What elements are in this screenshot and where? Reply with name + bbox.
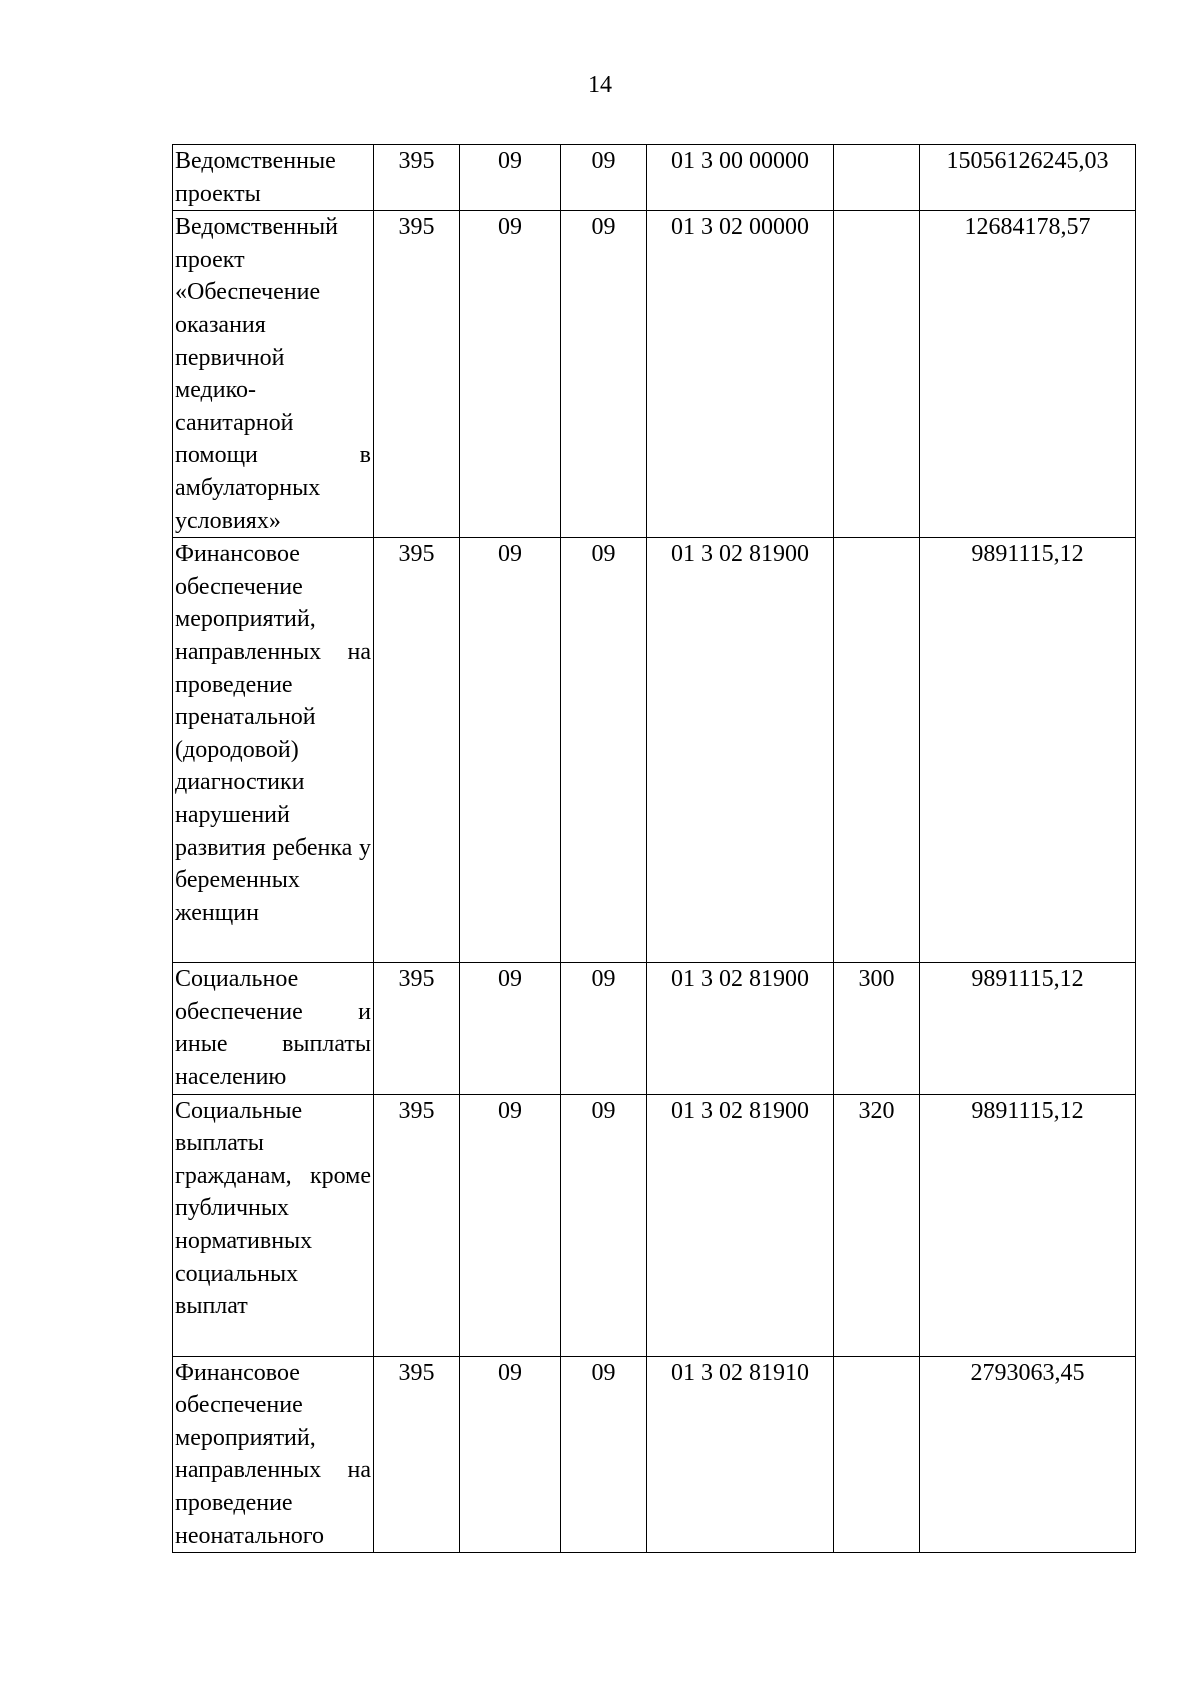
expense-type-cell (834, 538, 920, 963)
expense-name-cell: Ведомственные проекты (173, 145, 374, 211)
amount-cell: 9891115,12 (920, 538, 1136, 963)
department-code-cell: 395 (374, 538, 460, 963)
section-code-cell: 09 (460, 1356, 561, 1553)
amount-cell: 12684178,57 (920, 211, 1136, 538)
subsection-code-cell: 09 (561, 538, 647, 963)
amount-cell: 9891115,12 (920, 1094, 1136, 1356)
table-row (173, 145, 1136, 211)
expense-type-cell (834, 211, 920, 538)
section-code-cell: 09 (460, 211, 561, 538)
expense-name-cell: Финансовое обеспечение мероприятий, направленных на проведение неонатального (173, 1356, 374, 1553)
expense-name-cell: Ведомственный проект «Обеспечение оказания первичной медико-санитарной помощи в амбулаторных условиях» (173, 211, 374, 538)
target-article-cell: 01 3 02 81900 (647, 538, 834, 963)
expense-type-cell: 300 (834, 963, 920, 1094)
target-article-cell: 01 3 02 81900 (647, 963, 834, 1094)
expense-name-cell: Финансовое обеспечение мероприятий, направленных на проведение пренатальной (дородовой) диагностики нарушений развития ребенка у беременных женщин (173, 538, 374, 963)
expense-name-cell: Социальные выплаты гражданам, кроме публичных нормативных социальных выплат (173, 1094, 374, 1356)
target-article-cell: 01 3 00 00000 (647, 145, 834, 211)
expense-type-cell: 320 (834, 1094, 920, 1356)
subsection-code-cell: 09 (561, 963, 647, 1094)
amount-cell: 15056126245,03 (920, 145, 1136, 211)
budget-table (172, 144, 1136, 1553)
department-code-cell: 395 (374, 963, 460, 1094)
table-row (173, 1094, 1136, 1356)
page-number: 14 (588, 72, 612, 98)
department-code-cell: 395 (374, 145, 460, 211)
department-code-cell: 395 (374, 1094, 460, 1356)
section-code-cell: 09 (460, 538, 561, 963)
section-code-cell: 09 (460, 145, 561, 211)
section-code-cell: 09 (460, 1094, 561, 1356)
subsection-code-cell: 09 (561, 145, 647, 211)
expense-name-cell: Социальное обеспечение и иные выплаты населению (173, 963, 374, 1094)
subsection-code-cell: 09 (561, 1356, 647, 1553)
department-code-cell: 395 (374, 1356, 460, 1553)
subsection-code-cell: 09 (561, 1094, 647, 1356)
table-row (173, 963, 1136, 1094)
table-row (173, 211, 1136, 538)
amount-cell: 2793063,45 (920, 1356, 1136, 1553)
target-article-cell: 01 3 02 81910 (647, 1356, 834, 1553)
department-code-cell: 395 (374, 211, 460, 538)
target-article-cell: 01 3 02 00000 (647, 211, 834, 538)
subsection-code-cell: 09 (561, 211, 647, 538)
expense-type-cell (834, 145, 920, 211)
expense-type-cell (834, 1356, 920, 1553)
table-row (173, 538, 1136, 963)
table-row (173, 1356, 1136, 1553)
section-code-cell: 09 (460, 963, 561, 1094)
target-article-cell: 01 3 02 81900 (647, 1094, 834, 1356)
amount-cell: 9891115,12 (920, 963, 1136, 1094)
